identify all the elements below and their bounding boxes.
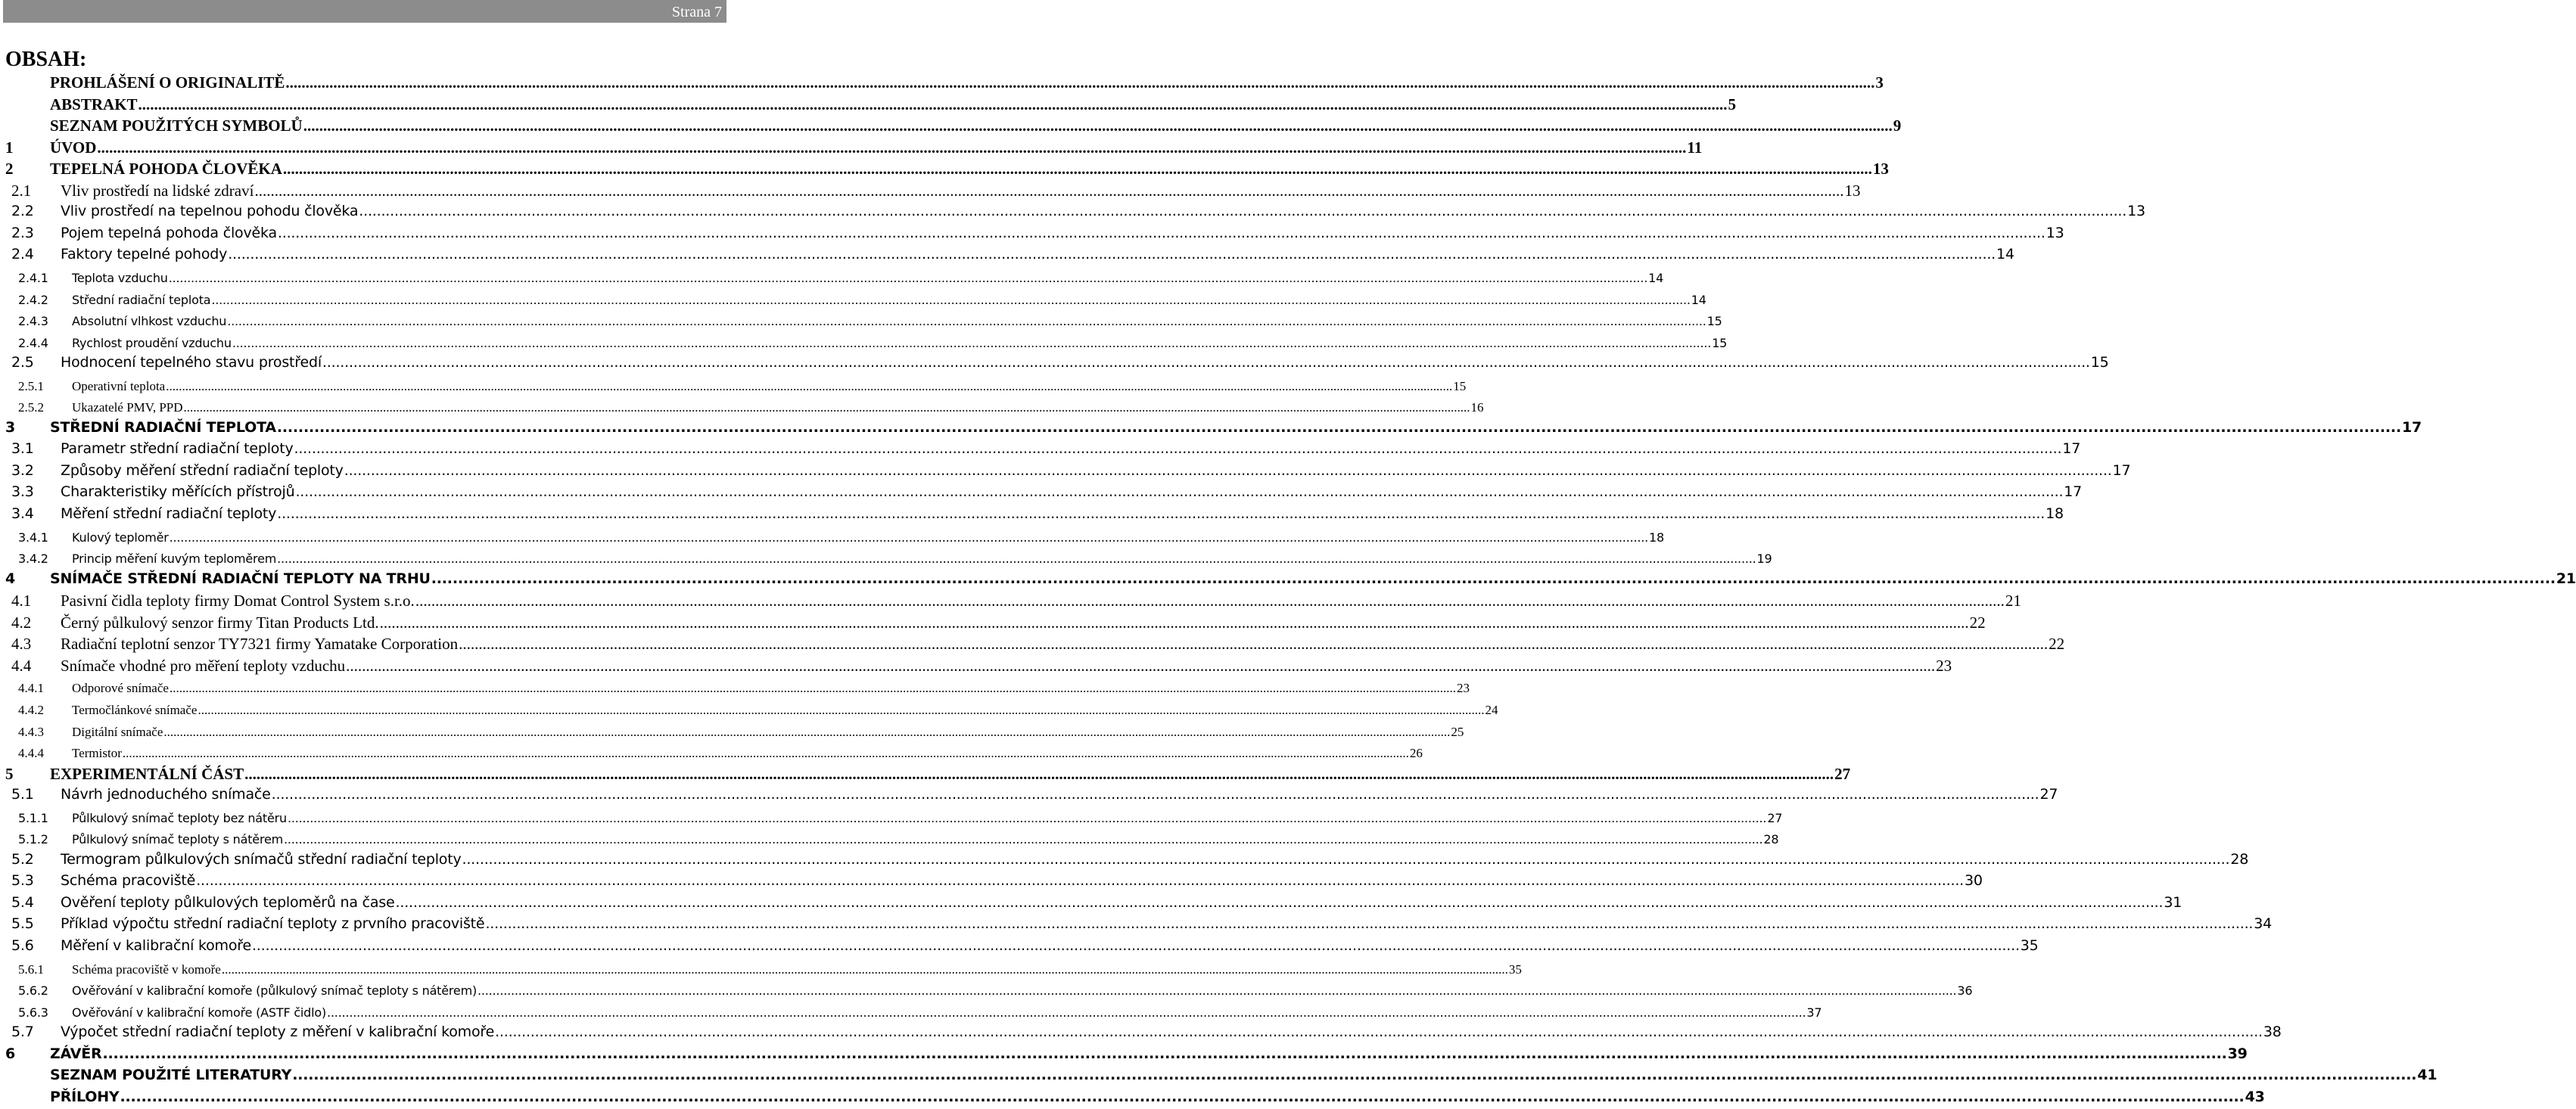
toc-entry-title: Černý půlkulový senzor firmy Titan Products Ltd. [61, 613, 379, 632]
toc-entry-number: 5.1 [11, 786, 34, 803]
toc-entry-number: 5.6.2 [18, 983, 48, 999]
toc-entry[interactable] [0, 893, 2182, 915]
toc-entry-number: 2.4.1 [18, 270, 48, 285]
toc-entry-page: 21 [2556, 570, 2576, 587]
toc-entry-page: 18 [2046, 505, 2064, 522]
toc-entry[interactable] [0, 530, 1664, 548]
toc-entry-number: 2.2 [11, 203, 34, 220]
toc-entry-number: 2.5 [11, 354, 34, 371]
toc-entry-page: 13 [1872, 160, 1889, 179]
toc-entry[interactable] [0, 181, 1861, 202]
toc-entry-number: 4.2 [11, 613, 32, 632]
dot-leader: ................................................................................................................................................................................................................................................................................................................................................................................................................ [303, 116, 1893, 135]
toc-entry-page: 15 [2090, 354, 2109, 371]
toc-entry-number: 1 [5, 138, 14, 157]
toc-entry[interactable] [0, 764, 1851, 785]
toc-entry-title: PROHLÁŠENÍ O ORIGINALITĚ [50, 73, 285, 92]
dot-leader: ................................................................................................................................................................................................................................................................................................................................................................................................................ [120, 1088, 2245, 1105]
toc-entry-number: 5.3 [11, 872, 34, 890]
dot-leader: ................................................................................................................................................................................................................................................................................................................................................................................................................ [379, 613, 1969, 632]
dot-leader: ................................................................................................................................................................................................................................................................................................................................................................................................................ [244, 764, 1834, 783]
toc-entry[interactable] [0, 440, 2081, 461]
toc-entry-page: 28 [1763, 832, 1779, 847]
toc-entry-page: 3 [1875, 73, 1884, 92]
toc-entry-title: Pasivní čidla teploty firmy Domat Control System s.r.o. [61, 592, 415, 610]
toc-entry-page: 25 [1451, 724, 1464, 739]
toc-entry[interactable] [0, 292, 1706, 310]
toc-entry-title: Absolutní vlhkost vzduchu [72, 314, 227, 329]
toc-entry[interactable] [0, 378, 1467, 396]
toc-entry-page: 43 [2245, 1088, 2265, 1105]
toc-entry-title: EXPERIMENTÁLNÍ ČÁST [50, 764, 244, 783]
dot-leader: ................................................................................................................................................................................................................................................................................................................................................................................................................ [478, 983, 1957, 999]
dot-leader: ................................................................................................................................................................................................................................................................................................................................................................................................................ [97, 138, 1687, 157]
toc-entry-title: ABSTRAKT [50, 95, 138, 113]
toc-entry-title: Operativní teplota [72, 378, 166, 393]
toc-entry-page: 39 [2227, 1045, 2248, 1062]
toc-entry[interactable] [0, 116, 1902, 137]
toc-entry-title: Digitální snímače [72, 724, 163, 739]
toc-entry-page: 28 [2230, 850, 2249, 868]
toc-entry-title: Střední radiační teplota [72, 292, 211, 307]
toc-entry[interactable] [0, 246, 2014, 266]
toc-entry[interactable] [0, 1067, 2438, 1087]
toc-entry-number: 3.2 [11, 461, 34, 479]
dot-leader: ................................................................................................................................................................................................................................................................................................................................................................................................................ [285, 73, 1875, 92]
toc-entry-page: 9 [1893, 116, 1902, 135]
toc-entry[interactable] [0, 724, 1464, 742]
dot-leader: ................................................................................................................................................................................................................................................................................................................................................................................................................ [284, 832, 1763, 847]
toc-entry-number: 2.4.4 [18, 335, 48, 350]
toc-entry-number: 5 [5, 764, 14, 783]
toc-entry-number: 2 [5, 160, 14, 179]
toc-entry[interactable] [0, 270, 1664, 288]
dot-leader: ................................................................................................................................................................................................................................................................................................................................................................................................................ [166, 378, 1453, 393]
toc-entry-page: 16 [1470, 400, 1484, 415]
dot-leader: ................................................................................................................................................................................................................................................................................................................................................................................................................ [228, 246, 1996, 263]
dot-leader: ................................................................................................................................................................................................................................................................................................................................................................................................................ [102, 1045, 2227, 1062]
toc-entry-number: 4.3 [11, 635, 32, 654]
toc-entry-title: Měření v kalibrační komoře [61, 937, 251, 954]
dot-leader: ................................................................................................................................................................................................................................................................................................................................................................................................................ [282, 160, 1872, 179]
toc-entry[interactable] [0, 138, 1703, 159]
toc-entry-number: 2.5.2 [18, 400, 44, 415]
dot-leader: ................................................................................................................................................................................................................................................................................................................................................................................................................ [122, 746, 1409, 761]
toc-entry-number: 5.1.2 [18, 832, 48, 847]
toc-entry-title: ZÁVĚR [50, 1045, 102, 1062]
toc-entry-title: Pojem tepelná pohoda člověka [61, 224, 277, 241]
toc-entry[interactable] [0, 551, 1772, 569]
toc-entry-page: 27 [1834, 764, 1851, 783]
toc-entry[interactable] [0, 203, 2145, 223]
dot-leader: ................................................................................................................................................................................................................................................................................................................................................................................................................ [431, 570, 2556, 587]
dot-leader: ................................................................................................................................................................................................................................................................................................................................................................................................................ [254, 181, 1844, 200]
toc-entry-number: 5.6 [11, 937, 34, 954]
toc-entry-page: 11 [1687, 138, 1703, 157]
toc-entry[interactable] [0, 224, 2064, 245]
dot-leader: ................................................................................................................................................................................................................................................................................................................................................................................................................ [344, 461, 2112, 479]
dot-leader: ................................................................................................................................................................................................................................................................................................................................................................................................................ [359, 203, 2127, 220]
toc-entry[interactable] [0, 915, 2273, 936]
dot-leader: ................................................................................................................................................................................................................................................................................................................................................................................................................ [346, 656, 1936, 675]
toc-entry-number: 2.4.3 [18, 314, 48, 329]
toc-entry-page: 17 [2062, 440, 2081, 458]
toc-entry-title: SNÍMAČE STŘEDNÍ RADIAČNÍ TEPLOTY NA TRHU [50, 570, 431, 587]
toc-entry-page: 38 [2263, 1024, 2282, 1041]
toc-entry-title: Faktory tepelné pohody [61, 246, 228, 263]
toc-entry-title: Termočlánkové snímače [72, 702, 198, 717]
toc-entry[interactable] [0, 592, 2021, 612]
toc-entry-page: 34 [2254, 915, 2273, 933]
toc-entry[interactable] [0, 850, 2249, 871]
dot-leader: ................................................................................................................................................................................................................................................................................................................................................................................................................ [168, 270, 1648, 285]
toc-entry-number: 5.5 [11, 915, 34, 933]
dot-leader: ................................................................................................................................................................................................................................................................................................................................................................................................................ [251, 937, 2020, 954]
toc-entry-title: Měření střední radiační teploty [61, 505, 277, 522]
toc-entry[interactable] [0, 1005, 1822, 1023]
toc-entry[interactable] [0, 1024, 2282, 1044]
toc-entry-number: 4 [5, 570, 16, 587]
dot-leader: ................................................................................................................................................................................................................................................................................................................................................................................................................ [276, 418, 2401, 436]
toc-entry[interactable] [0, 335, 1728, 353]
toc-entry-page: 17 [2064, 483, 2083, 501]
dot-leader: ................................................................................................................................................................................................................................................................................................................................................................................................................ [271, 786, 2039, 803]
toc-entry-title: Půlkulový snímač teploty bez nátěru [72, 810, 287, 825]
dot-leader: ................................................................................................................................................................................................................................................................................................................................................................................................................ [211, 292, 1691, 307]
toc-entry-number: 2.4.2 [18, 292, 48, 307]
dot-leader: ................................................................................................................................................................................................................................................................................................................................................................................................................ [198, 702, 1485, 717]
toc-entry[interactable] [0, 786, 2058, 806]
toc-entry-title: Výpočet střední radiační teploty z měření v kalibrační komoře [61, 1024, 495, 1041]
dot-leader: ................................................................................................................................................................................................................................................................................................................................................................................................................ [295, 483, 2064, 501]
dot-leader: ................................................................................................................................................................................................................................................................................................................................................................................................................ [292, 1067, 2417, 1084]
toc-entry-title: SEZNAM POUŽITÉ LITERATURY [50, 1067, 292, 1084]
toc-entry-page: 19 [1756, 551, 1772, 567]
toc-entry-page: 15 [1706, 314, 1722, 329]
dot-leader: ................................................................................................................................................................................................................................................................................................................................................................................................................ [277, 551, 1756, 567]
toc-entry-page: 5 [1728, 95, 1737, 113]
toc-entry-page: 15 [1453, 378, 1467, 393]
dot-leader: ................................................................................................................................................................................................................................................................................................................................................................................................................ [169, 681, 1456, 696]
toc-entry[interactable] [0, 461, 2131, 483]
toc-entry[interactable] [0, 613, 1986, 634]
dot-leader: ................................................................................................................................................................................................................................................................................................................................................................................................................ [327, 1005, 1806, 1020]
dot-leader: ................................................................................................................................................................................................................................................................................................................................................................................................................ [277, 224, 2046, 241]
toc-entry-page: 26 [1409, 746, 1423, 761]
toc-entry-page: 22 [1969, 613, 1986, 632]
toc-entry[interactable] [0, 505, 2064, 526]
toc-entry-page: 13 [2127, 203, 2145, 220]
toc-entry-number: 2.5.1 [18, 378, 44, 393]
dot-leader: ................................................................................................................................................................................................................................................................................................................................................................................................................ [183, 400, 1470, 415]
toc-entry[interactable] [0, 1045, 2248, 1066]
toc-entry-page: 27 [2039, 786, 2058, 803]
toc-entry-title: Radiační teplotní senzor TY7321 firmy Yamatake Corporation [61, 635, 459, 654]
toc-entry[interactable] [0, 702, 1498, 720]
toc-entry-number: 4.4.3 [18, 724, 44, 739]
dot-leader: ................................................................................................................................................................................................................................................................................................................................................................................................................ [495, 1024, 2263, 1041]
toc-entry-page: 18 [1649, 530, 1664, 545]
toc-entry-title: SEZNAM POUŽITÝCH SYMBOLŮ [50, 116, 303, 135]
toc-entry[interactable] [0, 1088, 2265, 1109]
toc-entry-number: 2.1 [11, 181, 32, 200]
toc-entry-title: Termistor [72, 746, 122, 761]
toc-entry-title: ÚVOD [50, 138, 97, 157]
dot-leader: ................................................................................................................................................................................................................................................................................................................................................................................................................ [138, 95, 1728, 113]
toc-entry-page: 17 [2112, 461, 2131, 479]
toc-entry[interactable] [0, 810, 1783, 828]
toc-entry-number: 6 [5, 1045, 16, 1062]
toc-entry-title: Odporové snímače [72, 681, 169, 696]
dot-leader: ................................................................................................................................................................................................................................................................................................................................................................................................................ [227, 314, 1706, 329]
toc-entry-title: Rychlost proudění vzduchu [72, 335, 232, 350]
toc-entry-number: 3 [5, 418, 16, 436]
toc-entry-title: Schéma pracoviště [61, 872, 196, 890]
dot-leader: ................................................................................................................................................................................................................................................................................................................................................................................................................ [163, 724, 1451, 739]
toc-entry-page: 14 [1648, 270, 1664, 285]
toc-entry[interactable] [0, 961, 1522, 980]
toc-entry-number: 4.4 [11, 656, 32, 675]
toc-entry-page: 41 [2417, 1067, 2438, 1084]
toc-entry-number: 3.3 [11, 483, 34, 501]
toc-entry-page: 24 [1485, 702, 1498, 717]
toc-entry-title: Charakteristiky měřících přístrojů [61, 483, 295, 501]
toc-entry-number: 3.4.2 [18, 551, 48, 567]
toc-entry-number: 5.6.1 [18, 961, 44, 977]
toc-entry-page: 14 [1691, 292, 1706, 307]
toc-entry-page: 31 [2164, 893, 2182, 911]
toc-entry-number: 5.7 [11, 1024, 34, 1041]
toc-entry-title: Návrh jednoduchého snímače [61, 786, 271, 803]
toc-entry[interactable] [0, 354, 2109, 374]
toc-entry-number: 4.4.2 [18, 702, 44, 717]
toc-entry-page: 23 [1456, 681, 1470, 696]
toc-entry-page: 13 [2046, 224, 2064, 241]
dot-leader: ................................................................................................................................................................................................................................................................................................................................................................................................................ [221, 961, 1508, 977]
toc-entry[interactable] [0, 656, 1952, 677]
toc-entry-title: Způsoby měření střední radiační teploty [61, 461, 344, 479]
dot-leader: ................................................................................................................................................................................................................................................................................................................................................................................................................ [169, 530, 1649, 545]
toc-entry-number: 5.2 [11, 850, 34, 868]
toc-entry-number: 3.4 [11, 505, 34, 522]
dot-leader: ................................................................................................................................................................................................................................................................................................................................................................................................................ [415, 592, 2005, 610]
toc-entry-number: 2.3 [11, 224, 34, 241]
toc-entry-number: 5.1.1 [18, 810, 48, 825]
toc-entry-title: Hodnocení tepelného stavu prostředí [61, 354, 322, 371]
toc-entry-number: 5.4 [11, 893, 34, 911]
toc-entry[interactable] [0, 483, 2083, 504]
toc-entry-title: TEPELNÁ POHODA ČLOVĚKA [50, 160, 282, 179]
toc-entry-title: Ukazatelé PMV, PPD [72, 400, 183, 415]
toc-entry-page: 30 [1965, 872, 1983, 890]
toc-entry[interactable] [0, 635, 2065, 655]
toc-entry-number: 3.1 [11, 440, 34, 458]
toc-entry[interactable] [0, 681, 1470, 698]
toc-entry[interactable] [0, 400, 1484, 418]
toc-entry-page: 21 [2005, 592, 2021, 610]
toc-entry-title: PŘÍLOHY [50, 1088, 120, 1105]
toc-entry-page: 17 [2401, 418, 2422, 436]
toc-entry[interactable] [0, 570, 2576, 591]
toc-entry-title: Parametr střední radiační teploty [61, 440, 294, 458]
toc-entry[interactable] [0, 937, 2039, 958]
toc-entry[interactable] [0, 160, 1889, 180]
toc-entry-title: Ověřování v kalibrační komoře (půlkulový snímač teploty s nátěrem) [72, 983, 477, 999]
toc-entry-title: Vliv prostředí na tepelnou pohodu člověka [61, 203, 359, 220]
toc-entry-number: 3.4.1 [18, 530, 48, 545]
toc-entry-page: 13 [1844, 181, 1861, 200]
toc-entry-page: 23 [1936, 656, 1952, 675]
toc-entry-title: Termogram půlkulových snímačů střední radiační teploty [61, 850, 462, 868]
toc-entry-number: 2.4 [11, 246, 34, 263]
toc-entry-number: 4.4.1 [18, 681, 44, 696]
page-number: Strana 7 [671, 4, 722, 20]
dot-leader: ................................................................................................................................................................................................................................................................................................................................................................................................................ [459, 635, 2049, 654]
toc-entry-title: Kulový teploměr [72, 530, 169, 545]
toc-entry[interactable] [0, 746, 1423, 763]
dot-leader: ................................................................................................................................................................................................................................................................................................................................................................................................................ [485, 915, 2254, 933]
toc-entry[interactable] [0, 95, 1737, 116]
toc-entry-title: Schéma pracoviště v komoře [72, 961, 221, 977]
dot-leader: ................................................................................................................................................................................................................................................................................................................................................................................................................ [322, 354, 2090, 371]
toc-entry-number: 5.6.3 [18, 1005, 48, 1020]
dot-leader: ................................................................................................................................................................................................................................................................................................................................................................................................................ [277, 505, 2046, 522]
toc-entry-title: Vliv prostředí na lidské zdraví [61, 181, 254, 200]
toc-entry-title: Teplota vzduchu [72, 270, 168, 285]
toc-entry-page: 37 [1806, 1005, 1822, 1020]
toc-entry-page: 22 [2049, 635, 2065, 654]
toc-entry-title: Ověření teploty půlkulových teploměrů na čase [61, 893, 395, 911]
dot-leader: ................................................................................................................................................................................................................................................................................................................................................................................................................ [232, 335, 1712, 350]
toc-entry-title: Snímače vhodné pro měření teploty vzduchu [61, 656, 346, 675]
toc-entry-title: Ověřování v kalibrační komoře (ASTF čidlo) [72, 1005, 327, 1020]
toc-entry-title: Princip měření kuvým teploměrem [72, 551, 277, 567]
toc-entry-page: 35 [2020, 937, 2039, 954]
toc-entry-page: 15 [1712, 335, 1728, 350]
toc-entry[interactable] [0, 314, 1722, 331]
dot-leader: ................................................................................................................................................................................................................................................................................................................................................................................................................ [294, 440, 2062, 458]
toc-entry[interactable] [0, 832, 1779, 850]
toc-entry[interactable] [0, 983, 1973, 1001]
toc-entry[interactable] [0, 872, 1983, 893]
dot-leader: ................................................................................................................................................................................................................................................................................................................................................................................................................ [462, 850, 2230, 868]
toc-title: OBSAH: [5, 48, 87, 71]
toc-entry-title: STŘEDNÍ RADIAČNÍ TEPLOTA [50, 418, 276, 436]
toc-entry-page: 14 [1996, 246, 2014, 263]
dot-leader: ................................................................................................................................................................................................................................................................................................................................................................................................................ [287, 810, 1767, 825]
toc-entry[interactable] [0, 73, 1884, 94]
toc-entry-page: 27 [1767, 810, 1783, 825]
toc-entry[interactable] [0, 418, 2422, 440]
toc-entry-page: 35 [1508, 961, 1522, 977]
toc-entry-page: 36 [1957, 983, 1973, 999]
toc-entry-number: 4.1 [11, 592, 32, 610]
dot-leader: ................................................................................................................................................................................................................................................................................................................................................................................................................ [395, 893, 2164, 911]
dot-leader: ................................................................................................................................................................................................................................................................................................................................................................................................................ [196, 872, 1965, 890]
toc-entry-number: 4.4.4 [18, 746, 44, 761]
toc-entry-title: Půlkulový snímač teploty s nátěrem [72, 832, 283, 847]
toc-entry-title: Příklad výpočtu střední radiační teploty z prvního pracoviště [61, 915, 485, 933]
